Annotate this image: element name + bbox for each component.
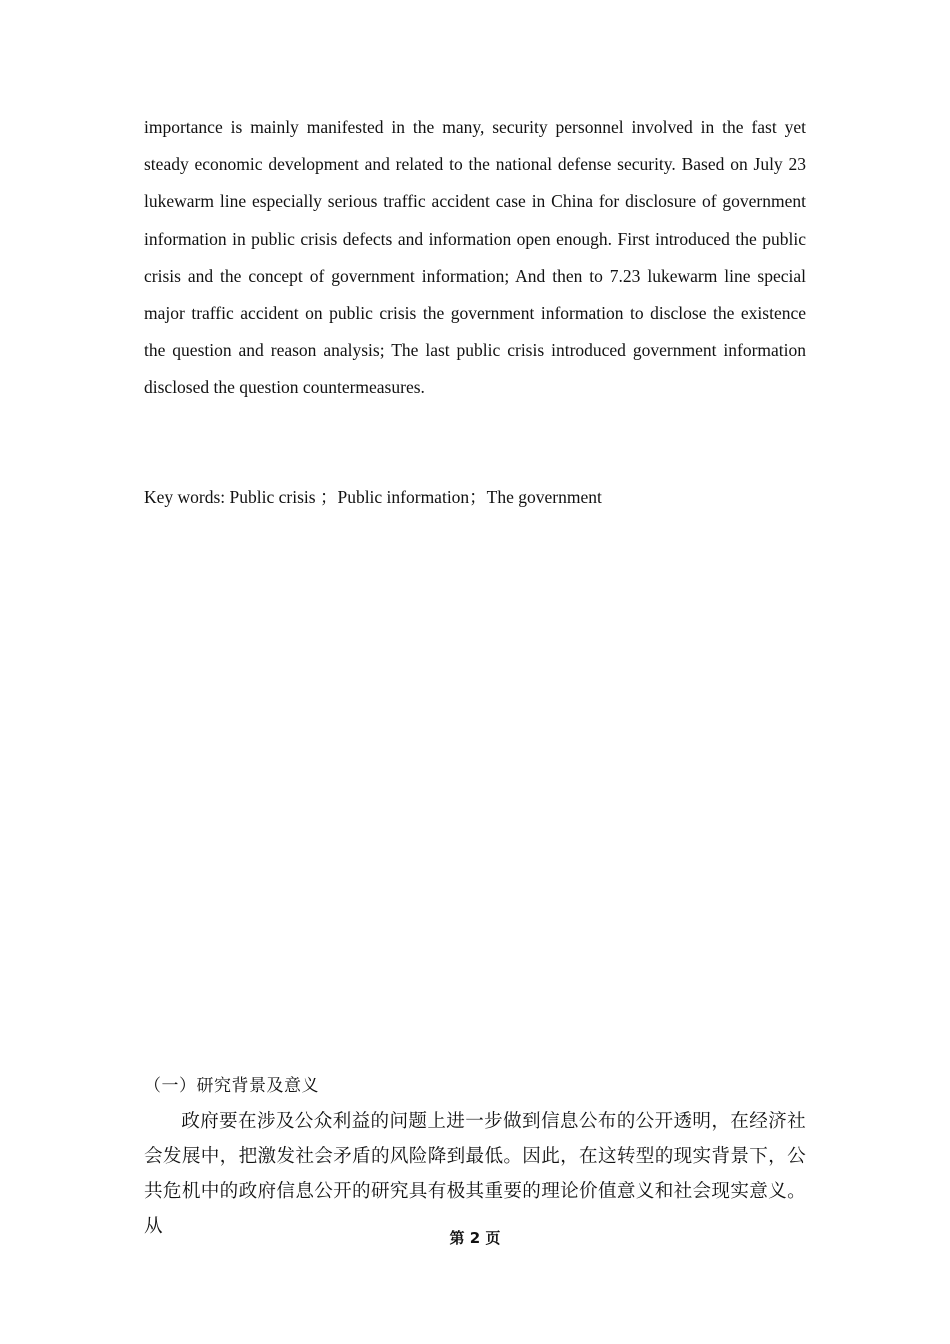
- abstract-paragraph: importance is mainly manifested in the many, security personnel involved in the fast yet steady economic development and related to the national defense security. Based on July 23 lukewarm line especially serious traffic accident case in China for disclosure of government information in public crisis defects and information open enough. First introduced the public crisis and the concept of government information; And then to 7.23 lukewarm line special major traffic accident on public crisis the government information to disclose the existence the question and reason analysis; The last public crisis introduced government information disclosed the question countermeasures.: [144, 117, 806, 398]
- section-body-paragraph: 政府要在涉及公众利益的问题上进一步做到信息公布的公开透明，在经济社会发展中，把激发社会矛盾的风险降到最低。因此，在这转型的现实背景下，公共危机中的政府信息公开的研究具有极其重要的理论价值意义和社会现实意义。从: [144, 1111, 806, 1237]
- keywords-line: Key words: Public crisis ；Public information；The government: [144, 487, 602, 507]
- page-number-footer: 第 2 页: [449, 1229, 501, 1247]
- section-heading: （一）研究背景及意义: [144, 1076, 319, 1096]
- research-background-section: [144, 1070, 806, 1237]
